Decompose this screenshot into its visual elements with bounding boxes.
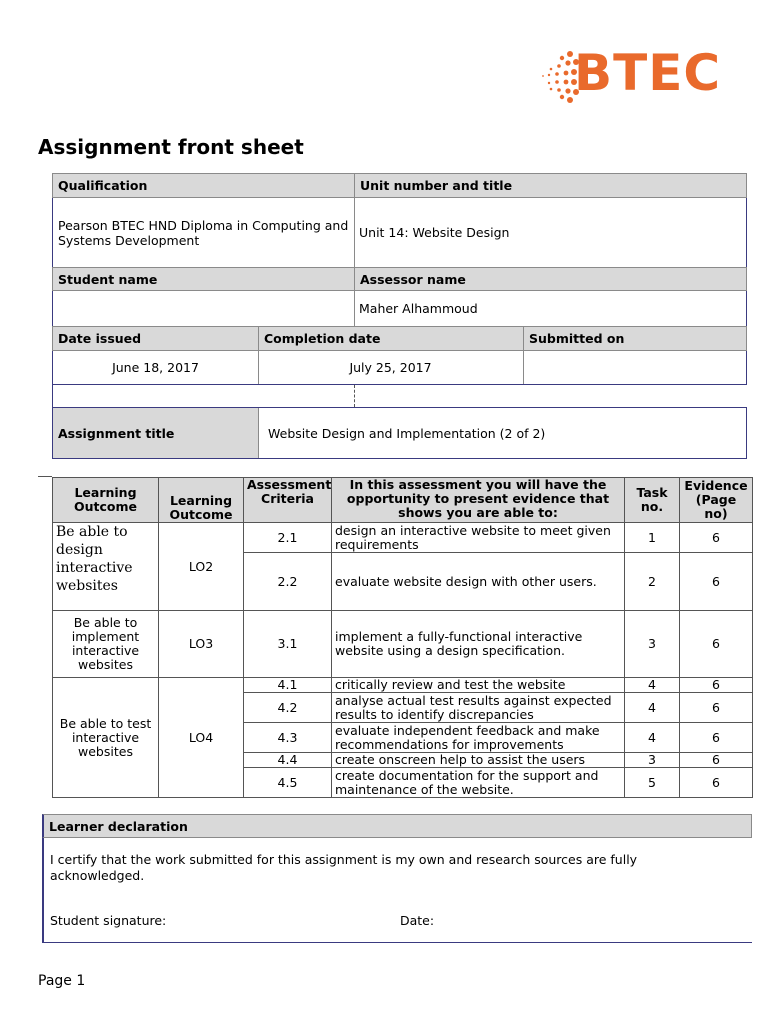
assessor-name-label: Assessor name — [354, 267, 747, 291]
description-cell: create documentation for the support and maintenance of the website. — [332, 768, 625, 798]
declaration-text: I certify that the work submitted for this assignment is my own and research sources are fully acknowledged. — [50, 852, 638, 883]
submitted-on-field[interactable] — [523, 351, 747, 385]
page-number: Page 1 — [38, 973, 86, 989]
description-cell: evaluate website design with other users. — [332, 553, 625, 611]
description-cell: evaluate independent feedback and make recommendations for improvements — [332, 723, 625, 753]
page-cell: 6 — [680, 553, 753, 611]
learning-outcome-cell: Be able to test interactive websites — [53, 678, 159, 798]
declaration-date-label: Date: — [400, 913, 435, 928]
page-cell: 6 — [680, 611, 753, 678]
completion-date-value: July 25, 2017 — [258, 351, 524, 385]
task-cell: 4 — [625, 678, 680, 693]
task-cell: 4 — [625, 723, 680, 753]
description-cell: design an interactive website to meet given requirements — [332, 523, 625, 553]
criteria-cell: 2.2 — [244, 553, 332, 611]
description-cell: analyse actual test results against expected results to identify discrepancies — [332, 693, 625, 723]
table-row — [53, 678, 753, 693]
assignment-title-label: Assignment title — [52, 407, 259, 459]
criteria-cell: 4.1 — [244, 678, 332, 693]
declaration-panel — [42, 838, 752, 943]
assessor-name-value: Maher Alhammoud — [354, 291, 747, 326]
criteria-cell: 4.3 — [244, 723, 332, 753]
completion-date-label: Completion date — [258, 326, 524, 351]
student-name-label: Student name — [52, 267, 355, 291]
student-signature-label: Student signature: — [50, 913, 167, 928]
criteria-cell: 4.4 — [244, 753, 332, 768]
divider — [354, 385, 355, 407]
assignment-title-value: Website Design and Implementation (2 of 2) — [258, 407, 747, 459]
learning-outcome-cell: Be able to implement interactive websites — [53, 611, 159, 678]
page-cell: 6 — [680, 693, 753, 723]
description-cell: critically review and test the website — [332, 678, 625, 693]
lo-cell: LO2 — [159, 523, 244, 611]
unit-label: Unit number and title — [354, 173, 747, 198]
criteria-cell: 4.2 — [244, 693, 332, 723]
learner-declaration-label: Learner declaration — [42, 814, 752, 838]
header-learning-outcome: Learning Outcome — [159, 478, 244, 523]
table-header-row — [53, 478, 753, 523]
task-cell: 4 — [625, 693, 680, 723]
description-cell: create onscreen help to assist the users — [332, 753, 625, 768]
page-cell: 6 — [680, 678, 753, 693]
submitted-on-label: Submitted on — [523, 326, 747, 351]
header-evidence-description: In this assessment you will have the opportunity to present evidence that shows you are able to: — [332, 478, 625, 523]
page-cell: 6 — [680, 723, 753, 753]
btec-logo — [540, 44, 740, 120]
divider — [38, 476, 52, 477]
task-cell: 3 — [625, 611, 680, 678]
task-cell: 2 — [625, 553, 680, 611]
page-cell: 6 — [680, 753, 753, 768]
lo-cell: LO4 — [159, 678, 244, 798]
divider — [52, 385, 53, 407]
task-cell: 5 — [625, 768, 680, 798]
page-cell: 6 — [680, 768, 753, 798]
description-cell: implement a fully-functional interactive website using a design specification. — [332, 611, 625, 678]
criteria-cell: 3.1 — [244, 611, 332, 678]
date-issued-label: Date issued — [52, 326, 259, 351]
logo-text: BTEC — [574, 44, 722, 102]
page-cell: 6 — [680, 523, 753, 553]
header-evidence-page: Evidence (Page no) — [680, 478, 753, 523]
table-row — [53, 523, 753, 553]
date-issued-value: June 18, 2017 — [52, 351, 259, 385]
header-task-no: Task no. — [625, 478, 680, 523]
student-name-field[interactable] — [52, 291, 355, 326]
assessment-table — [52, 477, 753, 798]
lo-cell: LO3 — [159, 611, 244, 678]
criteria-cell: 2.1 — [244, 523, 332, 553]
header-learning-outcome-desc: Learning Outcome — [53, 478, 159, 523]
criteria-cell: 4.5 — [244, 768, 332, 798]
task-cell: 1 — [625, 523, 680, 553]
header-assessment-criteria: Assessment Criteria — [244, 478, 332, 523]
task-cell: 3 — [625, 753, 680, 768]
qualification-label: Qualification — [52, 173, 355, 198]
unit-value: Unit 14: Website Design — [354, 198, 747, 267]
learning-outcome-cell: Be able to design interactive websites — [53, 523, 159, 611]
table-row — [53, 611, 753, 678]
page-title: Assignment front sheet — [38, 135, 304, 159]
qualification-value: Pearson BTEC HND Diploma in Computing and Systems Development — [52, 198, 355, 267]
